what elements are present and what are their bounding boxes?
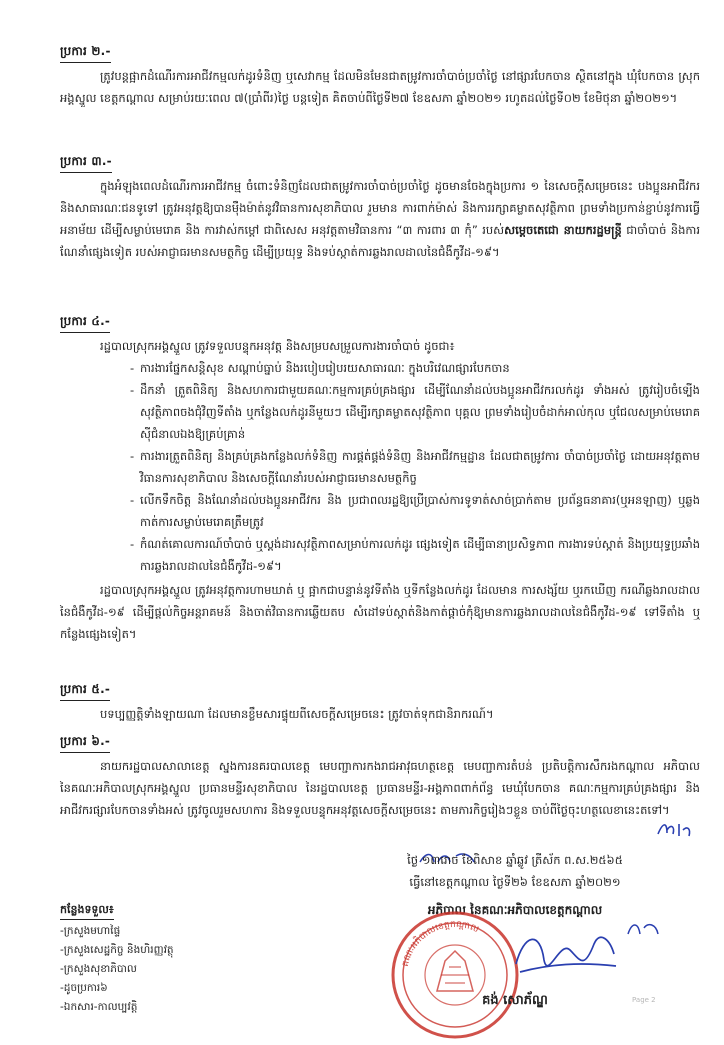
- signatory-title: អភិបាល នៃគណៈអភិបាលខេត្តកណ្តាល: [427, 903, 603, 917]
- article-3-heading: ប្រការ ៣.-: [60, 153, 112, 173]
- article-4-intro: រដ្ឋបាលស្រុកអង្គស្នួល ត្រូវទទួលបន្ទុកអនុវត្ត និងសម្របសម្រួលការងារចាំបាច់ ដូចជា៖: [100, 339, 455, 353]
- article-3: [60, 150, 700, 263]
- article-2-heading: ប្រការ ២.-: [60, 43, 111, 63]
- recipients-heading: កន្លែងទទួល៖: [60, 900, 114, 920]
- article-3-bold-name: សម្តេចតេជោ នាយករដ្ឋមន្ត្រី: [504, 223, 622, 237]
- article-5-heading: ប្រការ ៥.-: [60, 681, 110, 701]
- article-2: [60, 40, 700, 109]
- article-5: [60, 678, 700, 725]
- lunar-date: ថ្ងៃ ១៣រោច ខែពិសាខ ឆ្នាំឆ្លូវ ត្រីស័ក ព.ស.២៥៦៥: [407, 853, 623, 867]
- handwritten-note-mark: [626, 918, 662, 940]
- article-3-text: [60, 175, 700, 263]
- list-item: - ការងារត្រួតពិនិត្យ និងគ្រប់គ្រងកន្លែងលក់ទំនិញ ការផ្គត់ផ្គង់ទំនិញ និងអាជីវកម្មដ្ឋាន ដែលជាតម្រូវការ ចាំបាច់ប្រចាំថ្ងៃ ដោយអនុវត្តតាមវិធានការសុខាភិបាល និងសេចក្តីណែនាំរបស់អាជ្ញាធរមានសមត្ថកិច្ច: [140, 445, 700, 489]
- article-6-heading: ប្រការ ៦.-: [60, 733, 110, 753]
- signatory-name: គង់ សោភ័ណ្ឌ: [482, 993, 548, 1008]
- article-3-text-after: ជាចាំបាច់ និងការណែនាំផ្សេងទៀត របស់អាជ្ញាធរមានសមត្ថកិច្ច ដើម្បីប្រយុទ្ធ និងទប់ស្កាត់ការឆ្លងរាលដាលនៃជំងឺកូវីដ-១៩។: [60, 223, 700, 259]
- list-item: - កំណត់គោលការណ៍ចាំបាច់ ឬស្តង់ដារសុវត្ថិភាពសម្រាប់ការលក់ដូរ ផ្សេងទៀត ដើម្បីធានាប្រសិទ្ធភាព ការងារទប់ស្កាត់ និងប្រយុទ្ធប្រឆាំងការឆ្លងរាលដាលនៃជំងឺកូវីដ-១៩។: [140, 533, 700, 577]
- stamp-text: គណៈអភិបាលខេត្តកណ្តាល: [400, 919, 481, 968]
- article-4-closing: រដ្ឋបាលស្រុកអង្គស្នួល ត្រូវអនុវត្តការហាមឃាត់ ឬ ផ្អាកជាបន្ទាន់នូវទីតាំង ឬទីកន្លែងលក់ដូរ ដែលមាន ការសង្ស័យ ឬរកឃើញ ករណីឆ្លងរាលដាលនៃជំងឺកូវីដ-១៩ ដើម្បីផ្តល់កិច្ចអន្តរាគមន៍ និងចាត់វិធានការឆ្លើយតប សំដៅទប់ស្កាត់និងកាត់ផ្តាច់កុំឱ្យមានការឆ្លងរាលដាលនៃជំងឺកូវីដ-១៩ ទៅទីតាំង ឬកន្លែងផ្សេងទៀត។: [60, 583, 700, 641]
- list-item: - ការងារផ្នែកសន្តិសុខ សណ្តាប់ធ្នាប់ និងរបៀបរៀបរយសាធារណៈ ក្នុងបរិវេណផ្សារបែកចាន: [140, 357, 700, 379]
- svg-text:គណៈអភិបាលខេត្តកណ្តាល: [401, 920, 481, 968]
- article-6: [60, 730, 700, 821]
- article-4-heading: ប្រការ ៤.-: [60, 313, 110, 333]
- page-number: Page 2: [632, 996, 656, 1004]
- article-3-text-before: ក្នុងអំឡុងពេលដំណើរការអាជីវកម្ម ចំពោះទំនិញដែលជាតម្រូវការចាំបាច់ប្រចាំថ្ងៃ ដូចមានចែងក្នុងប្រការ ១ នៃសេចក្តីសម្រេចនេះ បងប្អូនអាជីវករ និងសាធារណៈជនទូទៅ ត្រូវអនុវត្តឱ្យបានម៉ឺងម៉ាត់នូវវិធានការសុខាភិបាល រួមមាន ការពាក់ម៉ាស់ និងការរក្សាគម្លាតសុវត្ថិភាព ព្រមទាំងប្រកាន់ខ្ជាប់នូវការធ្វើអនាម័យ ដើម្បីសម្លាប់មេរោគ និង ការវាស់កម្តៅ ជាពិសេស អនុវត្តតាមវិធានការ “៣ ការពារ ៣ កុំ” របស់: [60, 179, 700, 237]
- list-item: -ក្រសួងសេដ្ឋកិច្ច និងហិរញ្ញវត្ថុ: [60, 944, 174, 956]
- article-4-bullet-list: [60, 357, 700, 577]
- handwritten-signature: [510, 920, 620, 990]
- article-4: [60, 310, 700, 645]
- article-2-text: ត្រូវបន្តផ្អាកដំណើរការអាជីវកម្មលក់ដូរទំនិញ ឬសេវាកម្ម ដែលមិនមែនជាតម្រូវការចាំបាច់ប្រចាំថ្ងៃ នៅផ្សារបែកចាន ស្ថិតនៅក្នុង ឃុំបែកចាន ស្រុកអង្គស្នួល ខេត្តកណ្តាល សម្រាប់រយៈពេល ៧(ប្រាំពីរ)ថ្ងៃ បន្តទៀត គិតចាប់ពីថ្ងៃទី២៧ ខែឧសភា ឆ្នាំ២០២១ រហូតដល់ថ្ងៃទី០២ ខែមិថុនា ឆ្នាំ២០២១។: [60, 69, 700, 105]
- list-item: - លើកទឹកចិត្ត និងណែនាំដល់បងប្អូនអាជីវករ និង ប្រជាពលរដ្ឋឱ្យប្រើប្រាស់ការទូទាត់សាច់ប្រាក់តាម ប្រព័ន្ធធនាគារ(ឬអនឡាញ) ឬឆ្លងកាត់ការសម្លាប់មេរោគត្រឹមត្រូវ: [140, 489, 700, 533]
- list-item: -ក្រសួងសុខាភិបាល: [60, 963, 137, 975]
- official-seal-stamp: [385, 905, 525, 1045]
- list-item: - ដឹកនាំ ត្រួតពិនិត្យ និងសហការជាមួយគណៈកម្មការគ្រប់គ្រងផ្សារ ដើម្បីណែនាំដល់បងប្អូនអាជីវករលក់ដូរ ទាំងអស់ ត្រូវរៀបចំទ្បើងសុវត្ថិភាពចងជុំវិញទីតាំង ឬកន្លែងលក់ដូរនីមួយៗ ដើម្បីរក្សាគម្លាតសុវត្ថិភាព បុគ្គល ព្រមទាំងរៀបចំដាក់អាល់កុល ឬជែលសម្រាប់មេរោគ ស៊ីជំនាលឯងឱ្យគ្រប់គ្រាន់: [140, 379, 700, 445]
- handwritten-initial-mark: [655, 818, 695, 840]
- list-item: -ឯកសារ-កាលប្បវត្តិ: [60, 1001, 138, 1013]
- solar-date: ធ្វើនៅខេត្តកណ្តាល ថ្ងៃទី២៦ ខែឧសភា ឆ្នាំ២០២១: [409, 875, 621, 889]
- article-5-text: បទប្បញ្ញត្តិទាំងឡាយណា ដែលមានខ្លឹមសារផ្ទុយពីសេចក្តីសម្រេចនេះ ត្រូវចាត់ទុកជានិរាករណ៍។: [100, 707, 494, 721]
- article-6-text: នាយករដ្ឋបាលសាលាខេត្ត ស្នងការនគរបាលខេត្ត មេបញ្ជាការកងរាជអាវុធហត្ថខេត្ត មេបញ្ជាការតំបន់ ប្រតិបត្តិការសឹករងកណ្តាល អភិបាល នៃគណៈអភិបាលស្រុកអង្គស្នួល ប្រធានមន្ទីរសុខាភិបាល នៃរដ្ឋបាលខេត្ត ប្រធានមន្ទីរ-អង្គភាពពាក់ព័ន្ធ មេឃុំបែកចាន គណៈកម្មការគ្រប់គ្រងផ្សារ និងអាជីវករផ្សារបែកចានទាំងអស់ ត្រូវចូលរួមសហការ និងទទួលបន្ទុកអនុវត្តសេចក្តីសម្រេចនេះ តាមភារកិច្ចរៀងៗខ្លួន ចាប់ពីថ្ងៃចុះហត្ថលេខានេះតទៅ។: [60, 759, 700, 817]
- recipients-list: [60, 900, 270, 1017]
- list-item: -ដូចប្រការ៦: [60, 982, 108, 994]
- list-item: -ក្រសួងមហាផ្ទៃ: [60, 925, 121, 937]
